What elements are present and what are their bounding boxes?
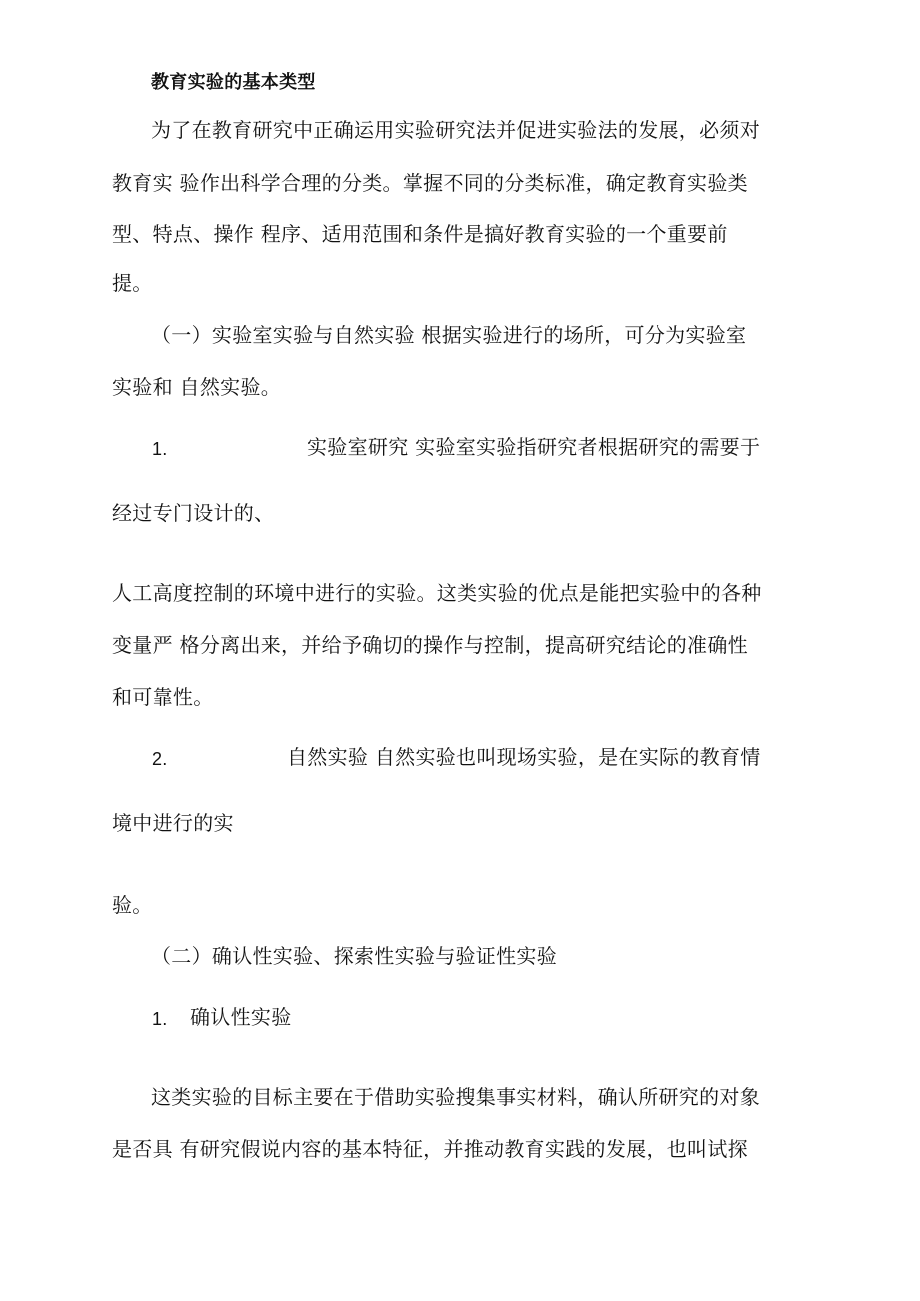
intro-line-3: 型、特点、操作 程序、适用范围和条件是搞好教育实验的一个重要前 [112, 222, 728, 246]
section1-item2-number: 2. [152, 749, 168, 769]
section1-item1-first-line: 实验室研究 实验室实验指研究者根据研究的需要于 [307, 435, 761, 459]
section1-heading-line-1: （一）实验室实验与自然实验 根据实验进行的场所，可分为实验室 [151, 323, 747, 347]
section1-item2-third-line: 验。 [112, 893, 153, 917]
section1-item2-second-line: 境中进行的实 [112, 811, 234, 835]
intro-line-1: 为了在教育研究中正确运用实验研究法并促进实验法的发展，必须对 [151, 118, 760, 142]
section2-item1-number: 1. [152, 1009, 168, 1029]
intro-line-2: 教育实 验作出科学合理的分类。掌握不同的分类标准，确定教育实验类 [112, 171, 748, 195]
section2-item1-body-line-2: 是否具 有研究假说内容的基本特征，并推动教育实践的发展，也叫试探 [112, 1137, 748, 1161]
section1-item1-number: 1. [152, 439, 168, 459]
section1-item1-body-line-2: 变量严 格分离出来，并给予确切的操作与控制，提高研究结论的准确性 [112, 633, 748, 657]
section1-item1-second-line: 经过专门设计的、 [112, 501, 275, 525]
section2-item1-label: 确认性实验 [190, 1005, 292, 1029]
section1-item1-body-line-1: 人工高度控制的环境中进行的实验。这类实验的优点是能把实验中的各种 [112, 581, 762, 605]
section2-item1-body-line-1: 这类实验的目标主要在于借助实验搜集事实材料，确认所研究的对象 [151, 1085, 760, 1109]
section1-heading-line-2: 实验和 自然实验。 [112, 375, 282, 399]
section1-item2-first-line: 自然实验 自然实验也叫现场实验，是在实际的教育情 [287, 745, 761, 769]
document-title: 教育实验的基本类型 [151, 72, 316, 93]
section2-heading: （二）确认性实验、探索性实验与验证性实验 [151, 944, 557, 968]
section1-item1-body-line-3: 和可靠性。 [112, 685, 214, 709]
intro-line-4: 提。 [112, 271, 153, 295]
